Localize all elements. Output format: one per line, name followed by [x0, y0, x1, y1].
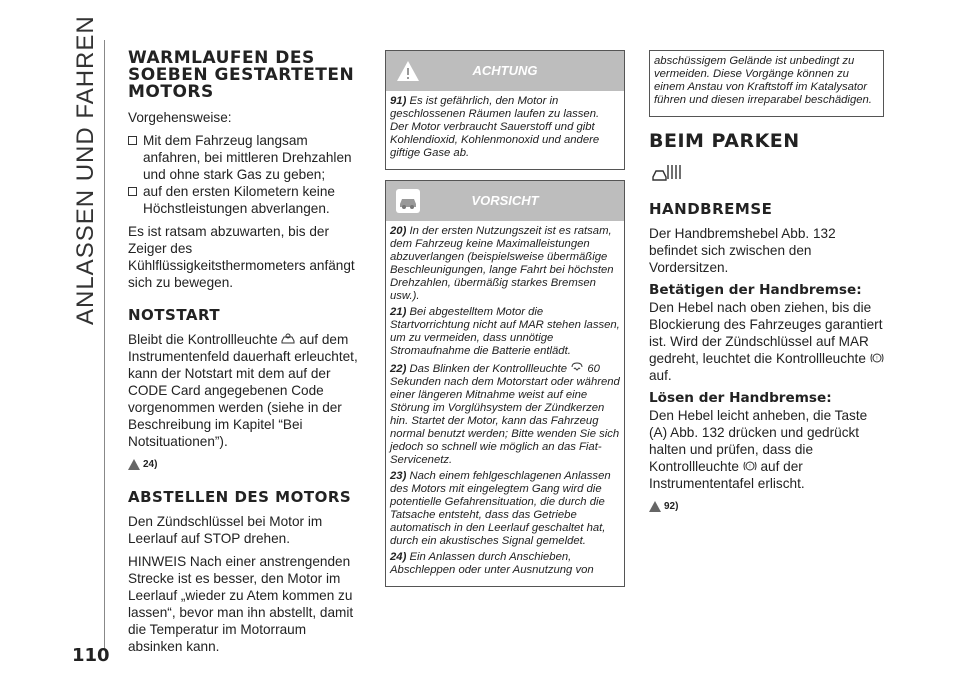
note-number: 21) — [390, 306, 407, 318]
note-text: 60 Sekunden nach dem Motorstart oder während einer längeren Mitnahme weist auf eine Störung im Vorglühsystem der Zündkerzen hin. Startet der Motor, kann das Fahrzeug normal benutzt werden; Bitte wenden Sie sich jedoch so schnell wie möglich an das Fiat-Servicenetz. — [390, 363, 620, 466]
achtung-title: ACHTUNG — [472, 63, 538, 78]
heading-warmlaufen: WARMLAUFEN DES SOEBEN GESTARTETEN MOTORS — [128, 48, 355, 102]
vorsicht-box — [385, 180, 625, 587]
warning-triangle-icon — [128, 459, 140, 470]
note-number: 23) — [390, 470, 407, 482]
heading-beim-parken: BEIM PARKEN — [649, 130, 800, 152]
note-text: abschüssigem Gelände ist unbedingt zu vermeiden. Diese Vorgänge können zu einem Anstau von Kraftstoff im Katalysator führen und diesen irreparabel beschädigen. — [654, 55, 872, 106]
vorsicht-header — [386, 181, 624, 221]
paragraph: Vorgehensweise: — [128, 110, 232, 125]
paragraph: Es ist ratsam abzuwarten, bis der Zeiger des Kühlflüssigkeitsthermometers anfängt sich zu bewegen. — [128, 224, 355, 290]
note-reference — [649, 498, 884, 515]
note-text: Das Blinken der Kontrollleuchte — [409, 363, 568, 375]
note-text: In der ersten Nutzungszeit ist es ratsam, dem Fahrzeug keine Maximalleistungen abzuverlangen (beispielsweise übermäßige Beschleunigungen, lange Fahrt bei höchsten Drehzahlen, übermäßig starkes Bremsen usw.). — [390, 225, 614, 302]
note-text: Nach einem fehlgeschlagenen Anlassen des Motors mit eingelegtem Gang wird die potentielle Gefahrensituation, die durch die Tatsache entsteht, dass das Getriebe automatisch in den Leerlauf geschaltet hat, durch ein akustisches Signal gemeldet. — [390, 470, 611, 547]
chapter-side-tab: ANLASSEN UND FAHREN — [72, 15, 99, 325]
vorsicht-continuation-box — [649, 50, 884, 117]
vorsicht-title: VORSICHT — [471, 193, 539, 208]
note-text: Bei abgestelltem Motor die Startvorrichtung nicht auf MAR stehen lassen, um zu vermeiden, dass unnötige Stromaufnahme die Batterie entlädt. — [390, 306, 620, 357]
immobilizer-warning-icon — [281, 333, 295, 345]
warning-triangle-icon — [649, 501, 661, 512]
note-text: Ein Anlassen durch Anschieben, Abschleppen oder unter Ausnutzung von — [390, 551, 594, 576]
svg-text:!: ! — [875, 356, 878, 362]
bullet-marker-icon — [128, 187, 137, 196]
paragraph: Der Handbremshebel Abb. 132 befindet sich zwischen den Vordersitzen. — [649, 226, 836, 275]
subheading-betaetigen: Betätigen der Handbremse: — [649, 282, 862, 298]
achtung-body — [386, 91, 624, 169]
side-divider — [104, 40, 105, 650]
bullet-text: Mit dem Fahrzeug langsam anfahren, bei mittleren Drehzahlen und ohne stark Gas zu geben; — [143, 133, 352, 182]
note-number: 22) — [390, 363, 407, 375]
car-caution-icon — [396, 189, 420, 213]
paragraph: HINWEIS Nach einer anstrengenden Strecke ist es besser, den Motor im Leerlauf „wieder zu Atem kommen zu lassen“, bevor man ihn abstellt, damit die Temperatur im Motorraum absinken kann. — [128, 554, 354, 654]
note-reference — [128, 456, 358, 473]
page-number: 110 — [72, 645, 110, 666]
heading-handbremse: HANDBREMSE — [649, 200, 773, 218]
continuation-body — [650, 51, 883, 116]
note-number: 24) — [390, 551, 407, 563]
bullet-item — [128, 183, 358, 217]
text: Den Hebel leicht anheben, die Taste (A) Abb. 132 drücken und gedrückt halten und prüfen, dass die Kontrollleuchte — [649, 408, 868, 474]
paragraph: Den Zündschlüssel bei Motor im Leerlauf auf STOP drehen. — [128, 514, 323, 546]
bullet-item — [128, 132, 358, 183]
achtung-header — [386, 51, 624, 91]
note-number: 24) — [143, 459, 158, 470]
text: Den Hebel nach oben ziehen, bis die Blockierung des Fahrzeuges garantiert ist. Wird der Zündschlüssel auf MAR gedreht, leuchtet die Kontrollleuchte — [649, 300, 883, 366]
column-2 — [385, 50, 625, 597]
svg-text:!: ! — [749, 464, 751, 470]
paragraph — [649, 407, 884, 492]
column-1 — [128, 50, 358, 661]
subheading-loesen: Lösen der Handbremse: — [649, 390, 832, 406]
paragraph-notstart — [128, 331, 358, 450]
note-number: 91) — [390, 95, 407, 107]
parking-car-icon — [651, 161, 683, 183]
text: auf. — [649, 368, 672, 383]
note-text: Es ist gefährlich, den Motor in geschlossenen Räumen laufen zu lassen. Der Motor verbraucht Sauerstoff und gibt Kohlendioxid, Kohlenmonoxid und andere giftige Gase ab. — [390, 95, 600, 159]
glow-plug-icon — [570, 361, 584, 373]
brake-warning-icon — [870, 352, 884, 364]
achtung-box — [385, 50, 625, 170]
bullet-text: auf den ersten Kilometern keine Höchstleistungen abverlangen. — [143, 184, 335, 216]
brake-warning-icon — [743, 460, 757, 472]
warning-triangle-icon — [396, 59, 420, 83]
text: auf dem Instrumentenfeld dauerhaft erleuchtet, kann der Notstart mit dem auf der CODE Card angegebenen Code vorgenommen werden (siehe in der Beschreibung im Kapitel “Bei Notsituationen”). — [128, 332, 358, 449]
text: auf der Instrumententafel erlischt. — [649, 459, 805, 491]
column-3 — [649, 50, 884, 515]
text: Bleibt die Kontrollleuchte — [128, 332, 278, 347]
heading-abstellen: ABSTELLEN DES MOTORS — [128, 488, 352, 506]
note-number: 92) — [664, 501, 679, 512]
bullet-marker-icon — [128, 136, 137, 145]
note-number: 20) — [390, 225, 407, 237]
paragraph — [649, 299, 884, 384]
heading-notstart: NOTSTART — [128, 306, 221, 324]
vorsicht-body — [386, 221, 624, 586]
